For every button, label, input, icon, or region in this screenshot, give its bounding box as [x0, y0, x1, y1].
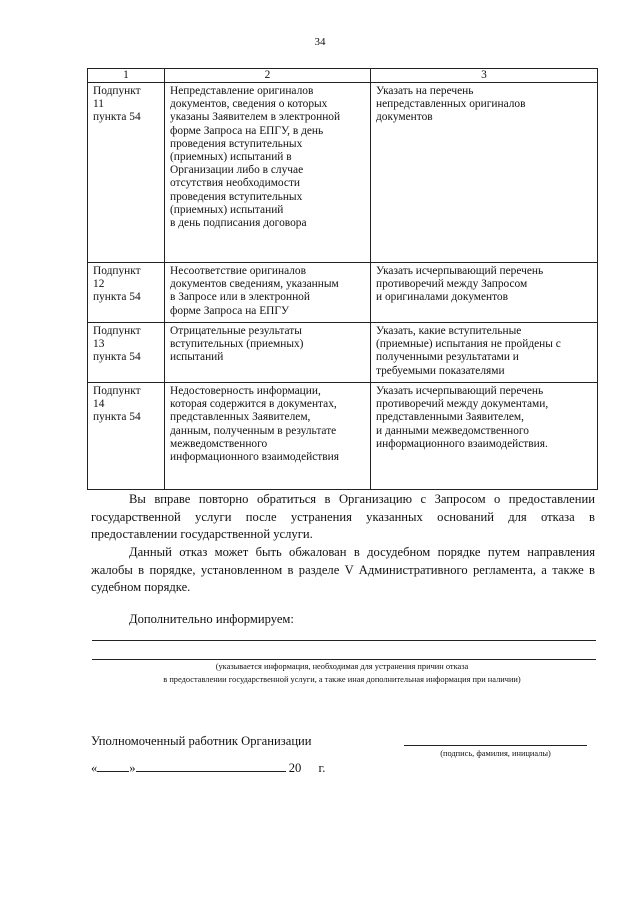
column-header-3: 3	[371, 69, 598, 83]
column-header-2: 2	[165, 69, 371, 83]
row-explanation: Указать исчерпывающий перечень противоречий между Запросом и оригиналами документов	[371, 263, 598, 323]
row-explanation: Указать исчерпывающий перечень противоречий между документами, представленными Заявителем, и данными межведомственного информационного взаимодействия.	[371, 383, 598, 490]
column-header-1: 1	[88, 69, 165, 83]
additional-info-label: Дополнительно информируем:	[129, 612, 294, 626]
row-explanation: Указать на перечень непредставленных оригиналов документов	[371, 83, 598, 263]
date-open-quote: «	[91, 761, 98, 775]
row-reason: Непредставление оригиналов документов, сведения о которых указаны Заявителем в электронной форме Запроса на ЕПГУ, в день проведения вступительных (приемных) испытаний в Организации либо в случае отсутствия необходимости проведения вступительных (приемных) испытаний в день подписания договора	[165, 83, 371, 263]
date-year-field[interactable]	[301, 760, 315, 772]
signature-line[interactable]	[404, 745, 587, 746]
table-row	[88, 323, 598, 383]
table-row	[88, 383, 598, 490]
signature-hint: (подпись, фамилия, инициалы)	[440, 749, 551, 758]
appeal-paragraph	[91, 544, 595, 597]
page-number: 34	[314, 36, 326, 48]
row-point: Подпункт 12 пункта 54	[88, 263, 165, 323]
row-reason: Недостоверность информации, которая содержится в документах, представленных Заявителем, данным, полученным в результате межведомственного информационного взаимодействия	[165, 383, 371, 490]
row-point: Подпункт 13 пункта 54	[88, 323, 165, 383]
additional-info-line-1[interactable]	[92, 640, 596, 641]
row-explanation: Указать, какие вступительные (приемные) испытания не пройдены с полученными результатами и требуемыми показателями	[371, 323, 598, 383]
appeal-text: Данный отказ может быть обжалован в досудебном порядке путем направления жалобы в порядке, установленном в разделе V Административного регламента, а также в судебном порядке.	[91, 545, 595, 594]
table-row	[88, 83, 598, 263]
row-point: Подпункт 14 пункта 54	[88, 383, 165, 490]
date-close-quote: »	[129, 761, 136, 775]
additional-info-paragraph	[91, 611, 595, 629]
row-reason: Отрицательные результаты вступительных (приемных) испытаний	[165, 323, 371, 383]
table-header-row	[88, 69, 598, 83]
table-row	[88, 263, 598, 323]
date-day-field[interactable]	[97, 759, 129, 772]
date-year-prefix: 20	[288, 761, 302, 775]
additional-info-hint-2: в предоставлении государственной услуги, а также иная дополнительная информация при наличии)	[163, 675, 521, 684]
date-month-field[interactable]	[136, 759, 286, 772]
row-point: Подпункт 11 пункта 54	[88, 83, 165, 263]
row-reason: Несоответствие оригиналов документов сведениям, указанным в Запросе или в электронной форме Запроса на ЕПГУ	[165, 263, 371, 323]
additional-info-hint-1: (указывается информация, необходимая для устранения причин отказа	[215, 662, 469, 671]
date-row	[91, 759, 325, 776]
reapply-paragraph	[91, 491, 595, 544]
date-year-suffix: г.	[318, 761, 326, 775]
refusal-grounds-table	[87, 68, 598, 490]
signer-label: Уполномоченный работник Организации	[91, 734, 312, 748]
reapply-text: Вы вправе повторно обратиться в Организацию с Запросом о предоставлении государственной услуги после устранения указанных оснований для отказа в предоставлении государственной услуги.	[91, 492, 595, 541]
